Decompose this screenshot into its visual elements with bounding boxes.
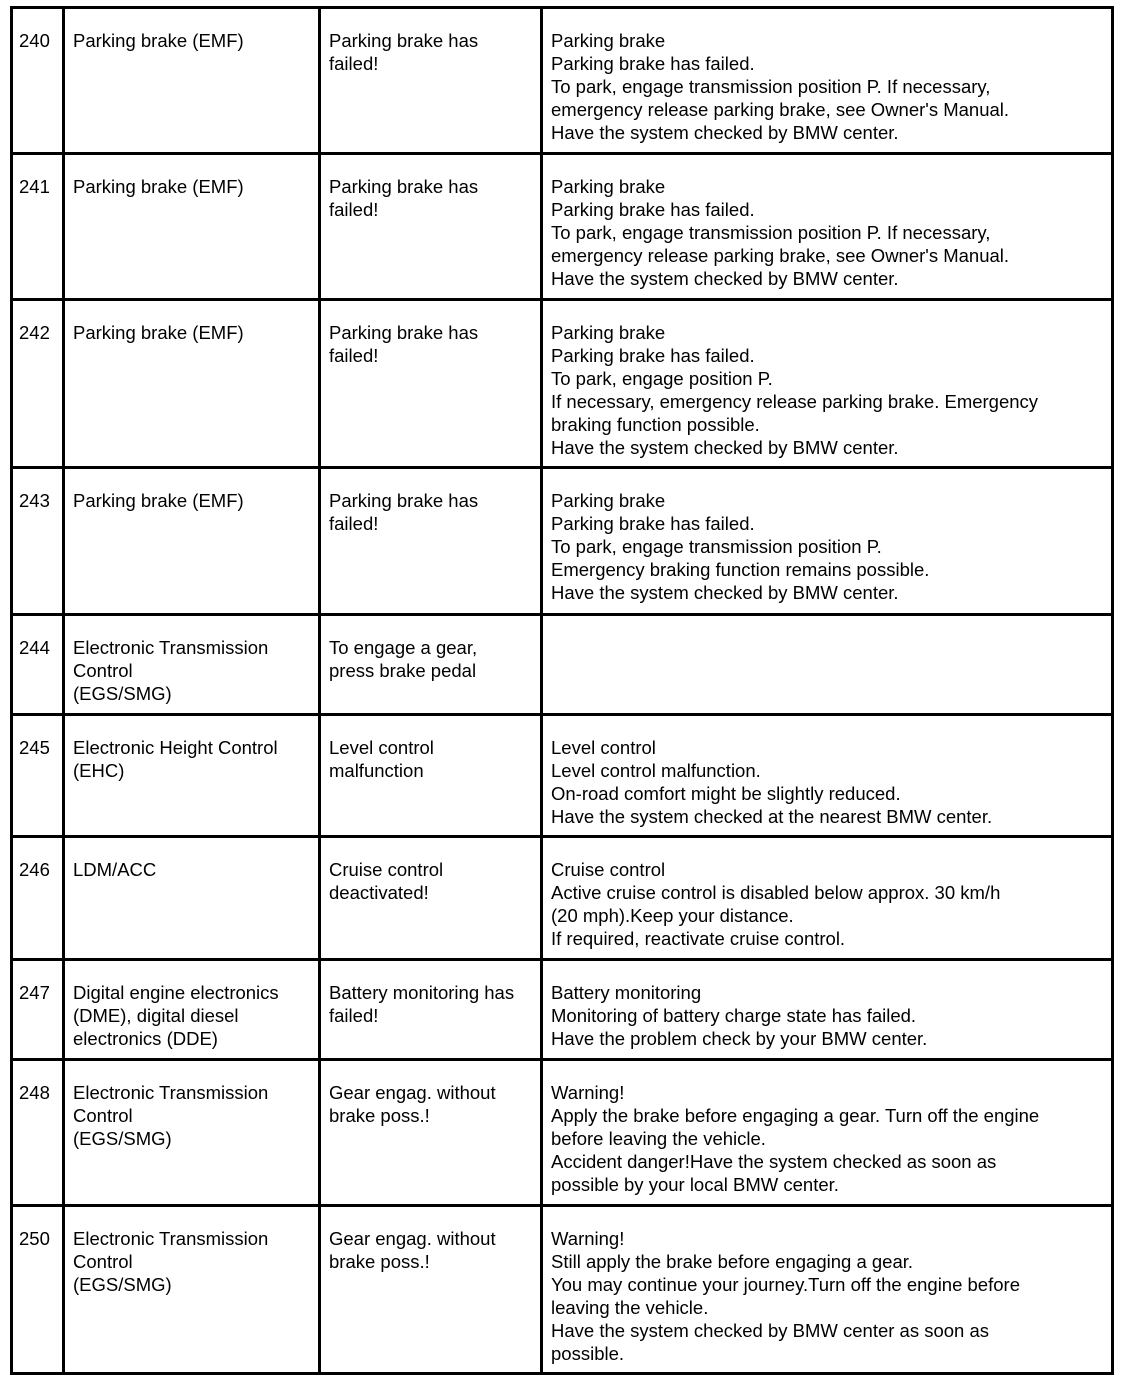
system-name: Electronic Transmission Control (EGS/SMG) bbox=[64, 1060, 320, 1206]
message-details: Parking brake Parking brake has failed. To park, engage transmission position P. If necessary, emergency release parking brake, see Owner's Manual. Have the system checked by BMW center. bbox=[542, 154, 1113, 300]
table-row bbox=[12, 1206, 1113, 1374]
fault-code: 242 bbox=[12, 300, 64, 468]
table-row bbox=[12, 715, 1113, 837]
system-name: Electronic Transmission Control (EGS/SMG) bbox=[64, 1206, 320, 1374]
system-name: Parking brake (EMF) bbox=[64, 468, 320, 615]
table-row bbox=[12, 615, 1113, 715]
display-message: Parking brake has failed! bbox=[320, 8, 542, 154]
table-row bbox=[12, 154, 1113, 300]
message-details: Parking brake Parking brake has failed. To park, engage position P. If necessary, emergency release parking brake. Emergency braking function possible. Have the system checked by BMW center. bbox=[542, 300, 1113, 468]
fault-code: 241 bbox=[12, 154, 64, 300]
message-details: Warning! Apply the brake before engaging a gear. Turn off the engine before leaving the vehicle. Accident danger!Have the system checked as soon as possible by your local BMW center. bbox=[542, 1060, 1113, 1206]
system-name: Electronic Transmission Control (EGS/SMG) bbox=[64, 615, 320, 715]
message-details: Level control Level control malfunction. On-road comfort might be slightly reduced. Have the system checked at the nearest BMW center. bbox=[542, 715, 1113, 837]
table-row bbox=[12, 8, 1113, 154]
fault-code: 243 bbox=[12, 468, 64, 615]
table-row bbox=[12, 300, 1113, 468]
message-details: Warning! Still apply the brake before engaging a gear. You may continue your journey.Turn off the engine before leaving the vehicle. Have the system checked by BMW center as soon as possible. bbox=[542, 1206, 1113, 1374]
display-message: Parking brake has failed! bbox=[320, 300, 542, 468]
fault-code: 244 bbox=[12, 615, 64, 715]
system-name: LDM/ACC bbox=[64, 837, 320, 960]
fault-code: 245 bbox=[12, 715, 64, 837]
display-message: To engage a gear, press brake pedal bbox=[320, 615, 542, 715]
fault-code: 240 bbox=[12, 8, 64, 154]
display-message: Parking brake has failed! bbox=[320, 468, 542, 615]
message-details: Battery monitoring Monitoring of battery charge state has failed. Have the problem check by your BMW center. bbox=[542, 960, 1113, 1060]
system-name: Parking brake (EMF) bbox=[64, 8, 320, 154]
message-details: Parking brake Parking brake has failed. To park, engage transmission position P. If necessary, emergency release parking brake, see Owner's Manual. Have the system checked by BMW center. bbox=[542, 8, 1113, 154]
table-row bbox=[12, 960, 1113, 1060]
fault-code: 248 bbox=[12, 1060, 64, 1206]
message-details: Cruise control Active cruise control is disabled below approx. 30 km/h (20 mph).Keep your distance. If required, reactivate cruise control. bbox=[542, 837, 1113, 960]
system-name: Digital engine electronics (DME), digital diesel electronics (DDE) bbox=[64, 960, 320, 1060]
display-message: Gear engag. without brake poss.! bbox=[320, 1060, 542, 1206]
message-details bbox=[542, 615, 1113, 715]
table-row bbox=[12, 837, 1113, 960]
fault-code: 247 bbox=[12, 960, 64, 1060]
display-message: Level control malfunction bbox=[320, 715, 542, 837]
display-message: Parking brake has failed! bbox=[320, 154, 542, 300]
display-message: Battery monitoring has failed! bbox=[320, 960, 542, 1060]
system-name: Parking brake (EMF) bbox=[64, 154, 320, 300]
fault-code: 250 bbox=[12, 1206, 64, 1374]
system-name: Parking brake (EMF) bbox=[64, 300, 320, 468]
message-details: Parking brake Parking brake has failed. To park, engage transmission position P. Emergency braking function remains possible. Have the system checked by BMW center. bbox=[542, 468, 1113, 615]
table-row bbox=[12, 468, 1113, 615]
display-message: Cruise control deactivated! bbox=[320, 837, 542, 960]
system-name: Electronic Height Control (EHC) bbox=[64, 715, 320, 837]
table-row bbox=[12, 1060, 1113, 1206]
fault-code: 246 bbox=[12, 837, 64, 960]
fault-code-table bbox=[10, 6, 1114, 1375]
fault-code-table-wrapper bbox=[10, 6, 1111, 1375]
display-message: Gear engag. without brake poss.! bbox=[320, 1206, 542, 1374]
